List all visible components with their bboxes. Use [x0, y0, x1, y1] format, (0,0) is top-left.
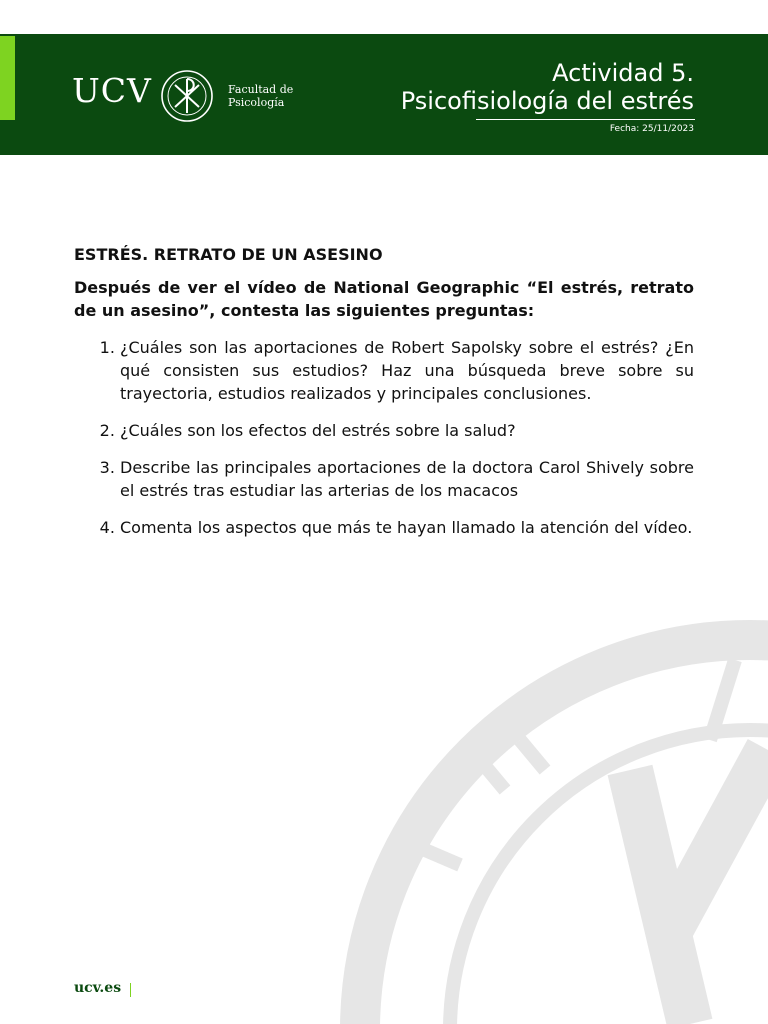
footer-divider	[130, 983, 131, 997]
faculty-line-2: Psicología	[228, 96, 285, 109]
title-divider	[476, 119, 695, 120]
university-seal-icon	[160, 69, 214, 123]
question-item: 3. Describe las principales aportaciones de la doctora Carol Shively sobre el estrés tras estudiar las arterias de los macacos	[120, 456, 694, 502]
document-body	[74, 245, 694, 553]
instructions-paragraph: Después de ver el vídeo de National Geographic “El estrés, retrato de un asesino”, contesta las siguientes preguntas:	[74, 278, 694, 320]
section-heading: ESTRÉS. RETRATO DE UN ASESINO	[74, 245, 383, 264]
document-title	[401, 59, 694, 115]
footer-site-link[interactable]: ucv.es	[74, 980, 122, 996]
faculty-line-1: Facultad de	[228, 83, 294, 96]
question-item: 1. ¿Cuáles son las aportaciones de Robert Sapolsky sobre el estrés? ¿En qué consisten sus estudios? Haz una búsqueda breve sobre su trayectoria, estudios realizados y principales conclusiones.	[120, 336, 694, 405]
title-line-1: Actividad 5.	[552, 59, 694, 87]
question-item: 4. Comenta los aspectos que más te hayan llamado la atención del vídeo.	[120, 516, 694, 539]
accent-bar	[0, 36, 15, 120]
document-date: Fecha: 25/11/2023	[609, 124, 694, 134]
seal-watermark-icon	[330, 600, 768, 1024]
faculty-name	[228, 83, 293, 109]
ucv-logo: UCV	[72, 71, 152, 110]
question-list	[74, 336, 694, 539]
title-line-2: Psicofisiología del estrés	[400, 87, 694, 115]
question-item: 2. ¿Cuáles son los efectos del estrés sobre la salud?	[120, 419, 694, 442]
